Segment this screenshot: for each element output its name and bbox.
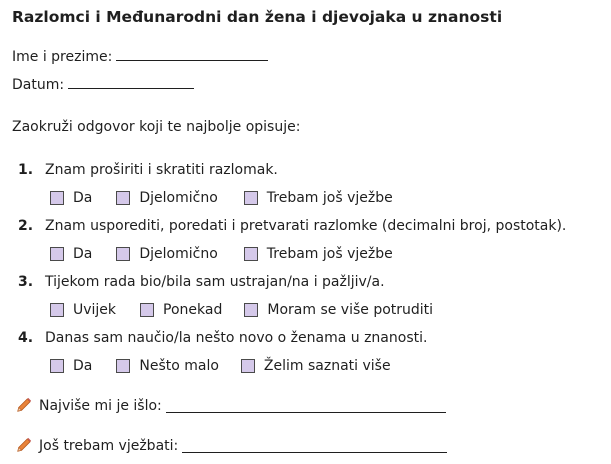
option-da[interactable]	[50, 190, 92, 206]
checkbox[interactable]	[116, 247, 130, 261]
checkbox[interactable]	[50, 359, 64, 373]
option-trebam[interactable]	[244, 190, 393, 206]
checkbox[interactable]	[116, 191, 130, 205]
option-label: Da	[73, 358, 93, 374]
option-djelomicno[interactable]	[116, 246, 217, 262]
option-label: Da	[73, 246, 93, 262]
question-1	[18, 162, 278, 178]
practice-blank[interactable]	[182, 438, 447, 453]
checkbox[interactable]	[244, 247, 258, 261]
question-1-options	[50, 190, 411, 206]
name-label: Ime i prezime:	[12, 49, 113, 65]
option-uvijek[interactable]	[50, 302, 116, 318]
option-nesto-malo[interactable]	[116, 358, 219, 374]
checkbox[interactable]	[50, 191, 64, 205]
name-field	[12, 46, 268, 65]
question-text: Znam usporediti, poredati i pretvarati razlomke (decimalni broj, postotak).	[45, 218, 567, 234]
option-label: Uvijek	[73, 302, 117, 318]
date-label: Datum:	[12, 77, 65, 93]
practice-field	[14, 436, 447, 455]
pencil-icon	[14, 396, 33, 415]
name-blank[interactable]	[116, 46, 268, 61]
question-4-options	[50, 358, 409, 374]
option-ponekad[interactable]	[140, 302, 222, 318]
question-number: 3.	[18, 274, 34, 290]
page-title: Razlomci i Međunarodni dan žena i djevojaka u znanosti	[12, 8, 503, 26]
option-label: Djelomično	[139, 246, 218, 262]
pencil-icon	[14, 436, 33, 455]
question-2	[18, 218, 566, 234]
question-number: 2.	[18, 218, 34, 234]
option-label: Nešto malo	[139, 358, 219, 374]
liked-label: Najviše mi je išlo:	[39, 397, 162, 414]
question-number: 1.	[18, 162, 34, 178]
option-da[interactable]	[50, 246, 92, 262]
option-label: Djelomično	[139, 190, 218, 206]
option-trebam[interactable]	[244, 246, 393, 262]
checkbox[interactable]	[140, 303, 154, 317]
practice-label: Još trebam vježbati:	[39, 437, 179, 454]
instruction-text: Zaokruži odgovor koji te najbolje opisuje:	[12, 119, 301, 135]
checkbox[interactable]	[116, 359, 130, 373]
checkbox[interactable]	[50, 247, 64, 261]
option-label: Trebam još vježbe	[266, 190, 393, 206]
date-blank[interactable]	[68, 74, 194, 89]
option-zelim[interactable]	[241, 358, 391, 374]
question-2-options	[50, 246, 411, 262]
question-text: Znam proširiti i skratiti razlomak.	[45, 162, 278, 178]
option-label: Moram se više potruditi	[267, 302, 434, 318]
option-djelomicno[interactable]	[116, 190, 217, 206]
option-label: Ponekad	[163, 302, 223, 318]
question-3	[18, 274, 385, 290]
liked-field	[14, 396, 446, 415]
question-number: 4.	[18, 330, 34, 346]
date-field	[12, 74, 194, 93]
checkbox[interactable]	[50, 303, 64, 317]
question-text: Danas sam naučio/la nešto novo o ženama u znanosti.	[45, 330, 428, 346]
checkbox[interactable]	[244, 303, 258, 317]
option-moram[interactable]	[244, 302, 433, 318]
option-da[interactable]	[50, 358, 92, 374]
checkbox[interactable]	[241, 359, 255, 373]
liked-blank[interactable]	[166, 398, 446, 413]
checkbox[interactable]	[244, 191, 258, 205]
option-label: Da	[73, 190, 93, 206]
option-label: Želim saznati više	[263, 358, 391, 374]
question-3-options	[50, 302, 451, 318]
option-label: Trebam još vježbe	[266, 246, 393, 262]
question-4	[18, 330, 427, 346]
question-text: Tijekom rada bio/bila sam ustrajan/na i pažljiv/a.	[45, 274, 385, 290]
